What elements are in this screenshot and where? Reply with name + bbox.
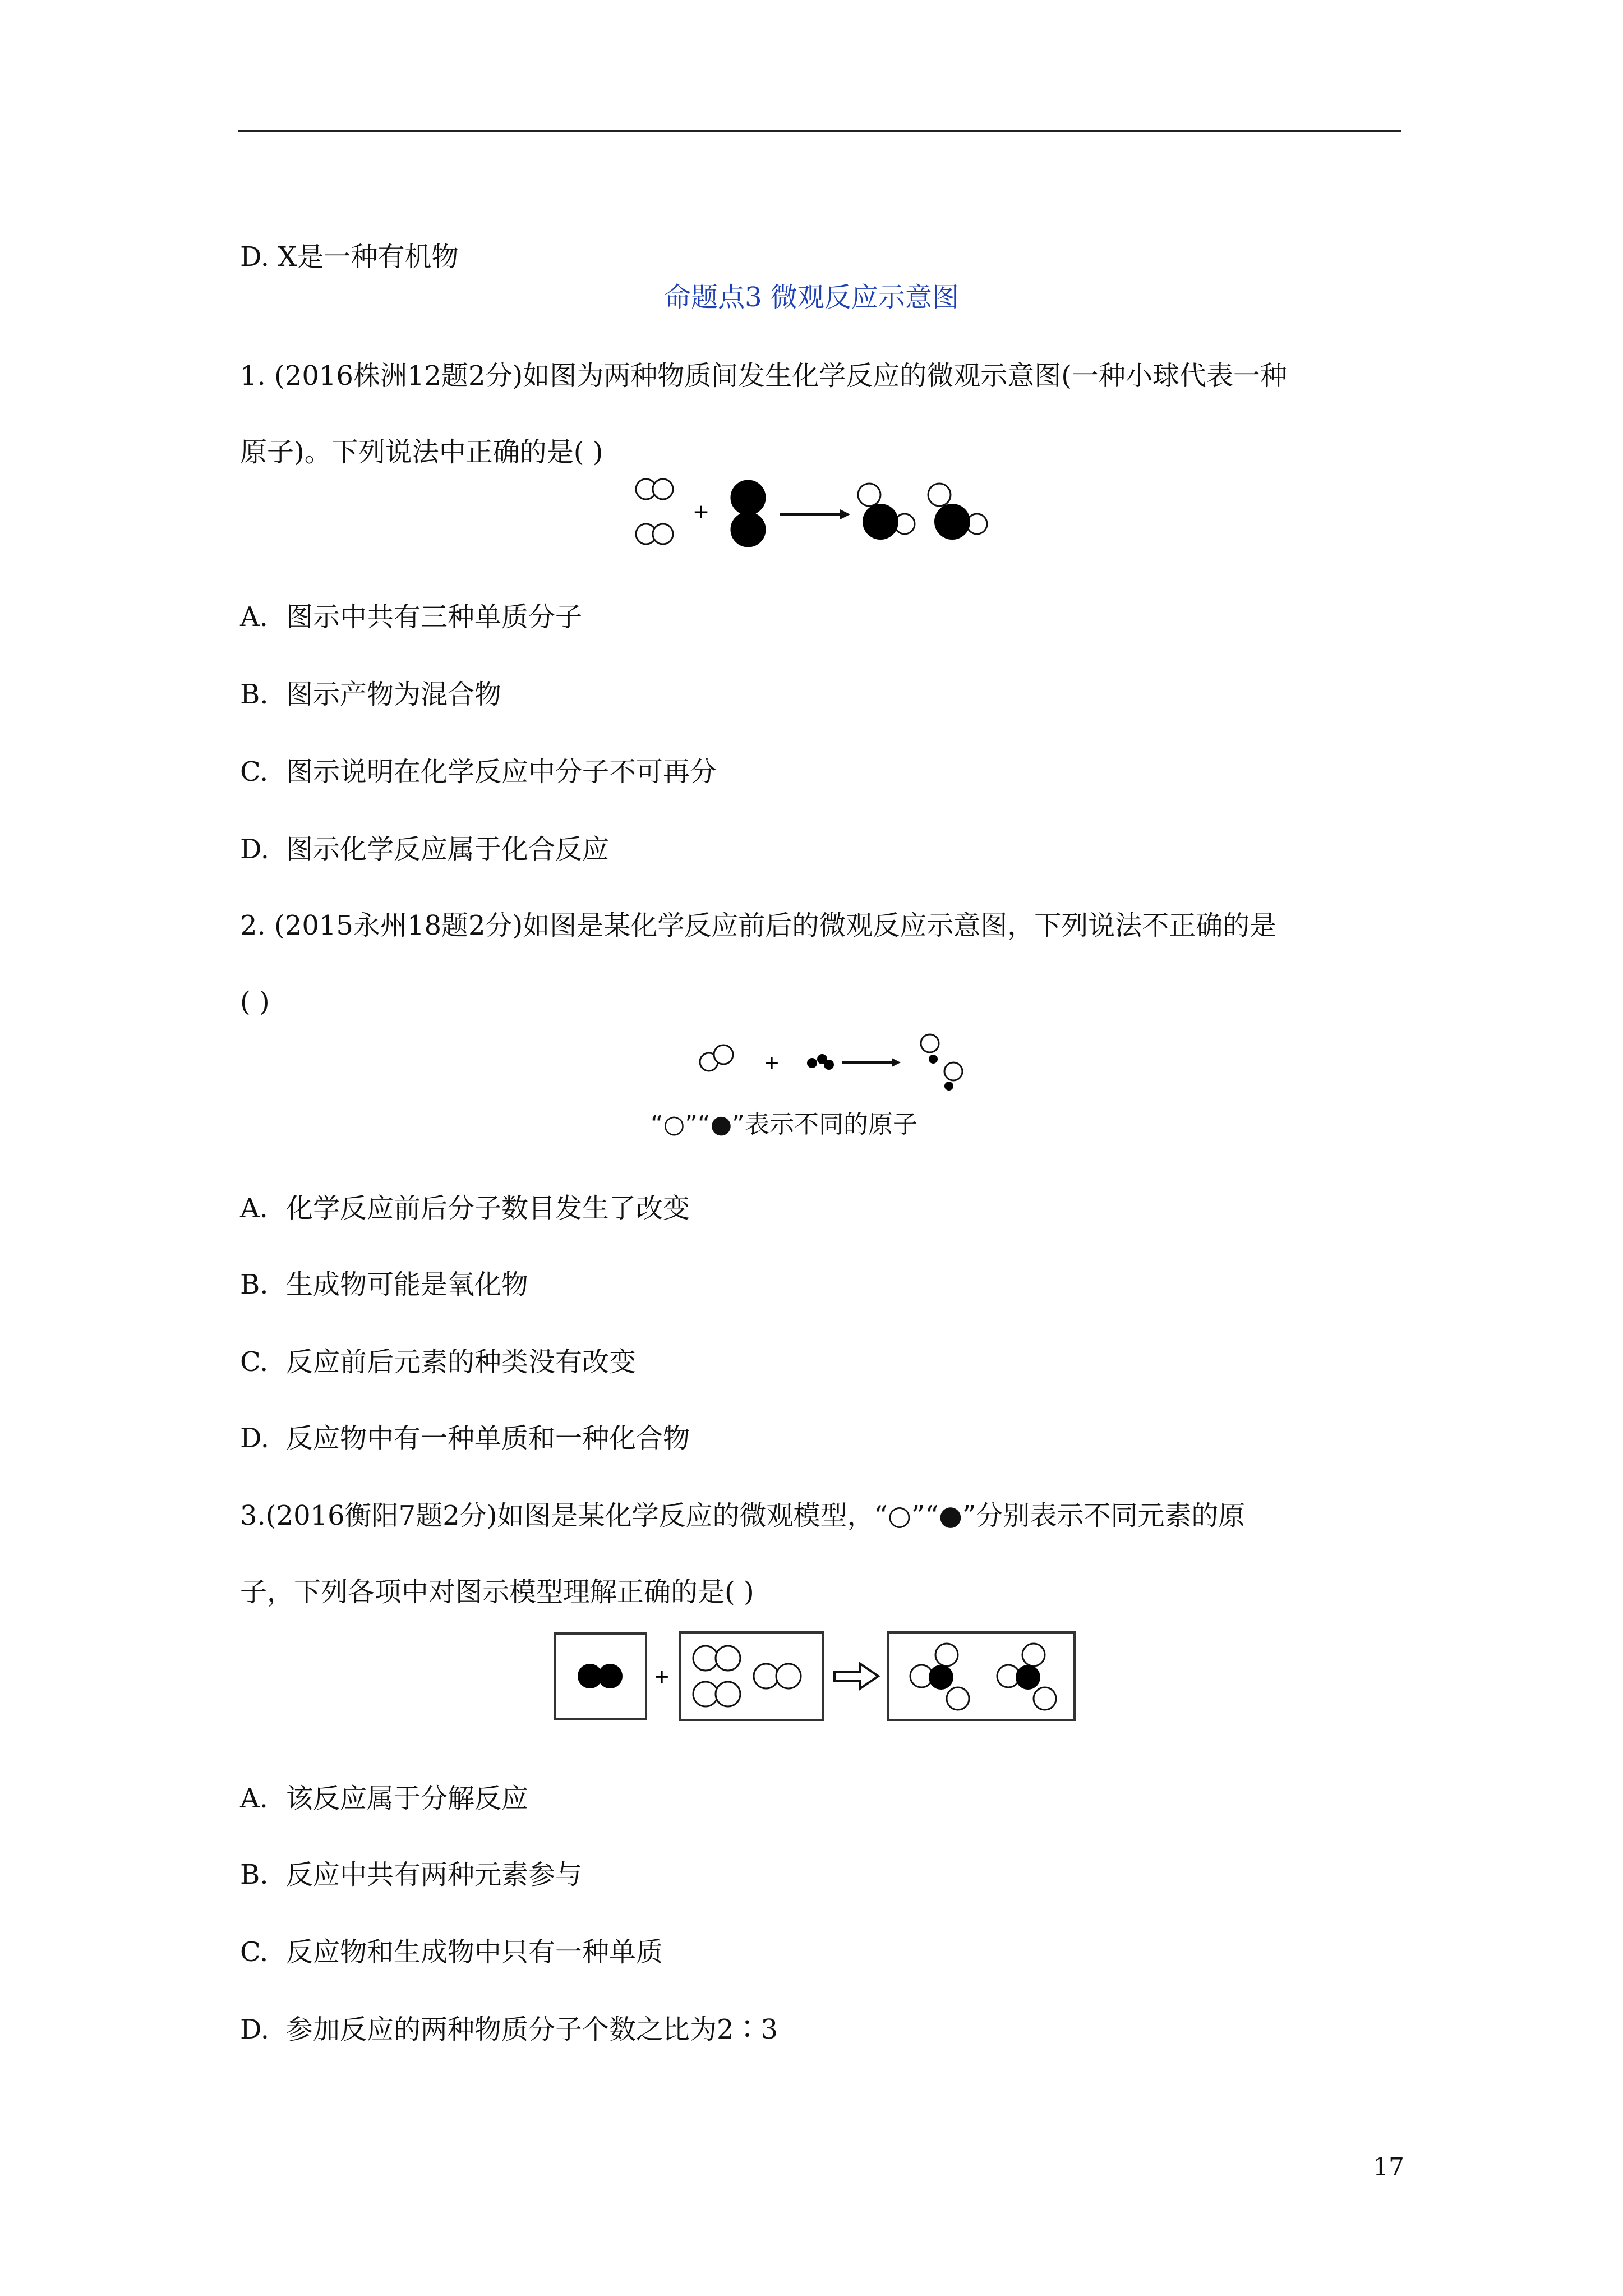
q3-stem-line2: 子，下列各项中对图示模型理解正确的是( ) bbox=[240, 1576, 754, 1608]
q1-option-b[interactable]: B. 图示产物为混合物 bbox=[240, 679, 502, 710]
q3-option-a[interactable]: A. 该反应属于分解反应 bbox=[240, 1783, 529, 1814]
svg-text:+: + bbox=[764, 1052, 780, 1074]
q3-option-c[interactable]: C. 反应物和生成物中只有一种单质 bbox=[240, 1936, 663, 1968]
svg-text:+: + bbox=[654, 1665, 670, 1688]
page-number: 17 bbox=[1373, 2153, 1404, 2182]
previous-option-d: D. X是一种有机物 bbox=[240, 241, 459, 273]
q1-option-d[interactable]: D. 图示化学反应属于化合反应 bbox=[240, 834, 610, 865]
q2-option-d[interactable]: D. 反应物中有一种单质和一种化合物 bbox=[240, 1423, 690, 1454]
q1-reaction-diagram bbox=[634, 472, 1015, 556]
q3-option-b[interactable]: B. 反应中共有两种元素参与 bbox=[240, 1859, 583, 1890]
q3-option-d[interactable]: D. 参加反应的两种物质分子个数之比为2∶3 bbox=[240, 2014, 778, 2045]
q1-option-a[interactable]: A. 图示中共有三种单质分子 bbox=[240, 601, 583, 633]
q2-reaction-diagram bbox=[695, 1031, 987, 1104]
q3-reaction-diagram bbox=[554, 1627, 1090, 1723]
q2-stem-line2: ( ) bbox=[240, 986, 270, 1018]
svg-text:+: + bbox=[693, 500, 710, 523]
q3-stem-line1: 3.(2016衡阳7题2分)如图是某化学反应的微观模型，“○”“●”分别表示不同元素的原 bbox=[240, 1500, 1246, 1531]
section-heading: 命题点3 微观反应示意图 bbox=[664, 282, 959, 313]
q1-option-c[interactable]: C. 图示说明在化学反应中分子不可再分 bbox=[240, 756, 717, 788]
q1-stem-line2: 原子)。下列说法中正确的是( ) bbox=[240, 436, 603, 468]
header-rule bbox=[238, 130, 1401, 132]
q2-option-c[interactable]: C. 反应前后元素的种类没有改变 bbox=[240, 1346, 637, 1378]
q1-stem-line1: 1. (2016株洲12题2分)如图为两种物质间发生化学反应的微观示意图(一种小球代表一种 bbox=[240, 360, 1288, 392]
q2-option-b[interactable]: B. 生成物可能是氧化物 bbox=[240, 1269, 529, 1300]
q2-stem-line1: 2. (2015永州18题2分)如图是某化学反应前后的微观反应示意图，下列说法不正确的是 bbox=[240, 910, 1277, 941]
q2-figure-caption: “○”“●”表示不同的原子 bbox=[651, 1110, 917, 1139]
q2-option-a[interactable]: A. 化学反应前后分子数目发生了改变 bbox=[240, 1193, 690, 1224]
